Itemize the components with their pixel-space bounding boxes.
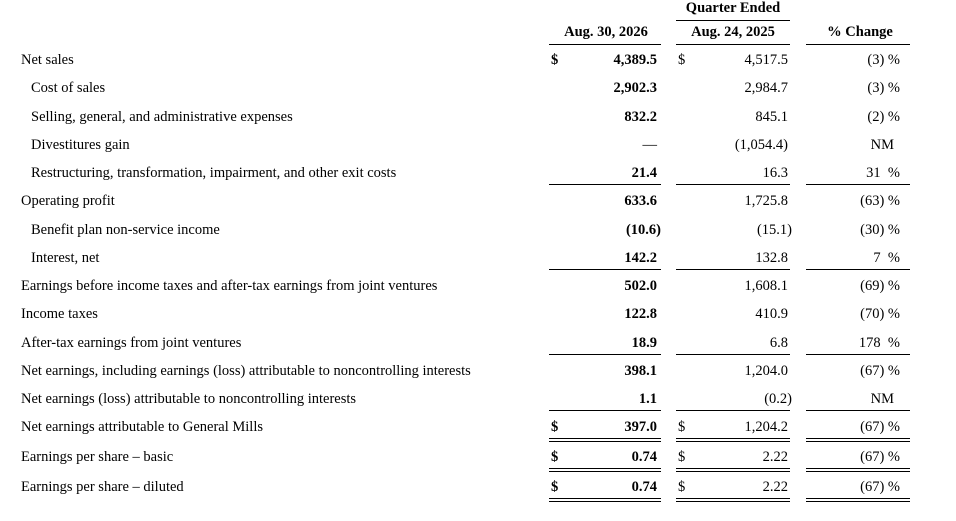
pct-change: (3) % [867, 80, 900, 96]
value-2025: (15.1) [756, 222, 792, 238]
pct-change: (63) % [860, 193, 900, 209]
total-double-rule-2 [676, 468, 790, 472]
value-2026: 0.74 [631, 479, 657, 495]
row-label: Net sales [21, 52, 74, 68]
value-2026: 18.9 [631, 335, 657, 351]
dollar-sign: $ [551, 479, 559, 495]
subtotal-rule-3 [806, 184, 910, 185]
value-2025: (1,054.4) [734, 137, 788, 153]
subtotal-rule-2 [676, 184, 790, 185]
pct-change: (69) % [860, 278, 900, 294]
row-label: Earnings per share – basic [21, 449, 174, 465]
total-double-rule-2 [676, 438, 790, 442]
total-double-rule-3 [806, 438, 910, 442]
subtotal-rule-2 [676, 269, 790, 270]
row-label: Earnings per share – diluted [21, 479, 184, 495]
value-2025: 1,608.1 [744, 278, 788, 294]
dollar-sign: $ [678, 479, 686, 495]
pct-change: (67) % [860, 449, 900, 465]
subtotal-rule-3 [806, 410, 910, 411]
value-2026: 4,389.5 [613, 52, 657, 68]
subtotal-rule-1 [549, 410, 661, 411]
total-double-rule-1 [549, 438, 661, 442]
value-2025: 16.3 [762, 165, 788, 181]
subtotal-rule-1 [549, 354, 661, 355]
dollar-sign: $ [678, 419, 686, 435]
value-2025: 410.9 [755, 306, 788, 322]
pct-change: (67) % [860, 363, 900, 379]
value-2025: 6.8 [769, 335, 788, 351]
value-2025: 2,984.7 [744, 80, 788, 96]
total-double-rule-2 [676, 498, 790, 502]
row-label: Operating profit [21, 193, 115, 209]
col-header-underline-1 [549, 44, 661, 45]
col-header-underline-2 [676, 44, 790, 45]
row-label: Net earnings (loss) attributable to noncontrolling interests [21, 391, 357, 407]
value-2026: 633.6 [624, 193, 657, 209]
row-label: Income taxes [21, 306, 98, 322]
value-2026: 832.2 [624, 109, 657, 125]
value-2026: — [642, 137, 657, 153]
value-2026: 1.1 [638, 391, 657, 407]
pct-change: NM [870, 137, 894, 153]
subtotal-rule-3 [806, 269, 910, 270]
pct-change: NM [870, 391, 894, 407]
value-2026: 397.0 [624, 419, 657, 435]
value-2025: 4,517.5 [744, 52, 788, 68]
quarter-ended-underline [676, 20, 790, 21]
col-header-underline-3 [806, 44, 910, 45]
pct-change: (2) % [867, 109, 900, 125]
subtotal-rule-2 [676, 410, 790, 411]
row-label: Benefit plan non-service income [31, 222, 220, 238]
value-2026: 2,902.3 [613, 80, 657, 96]
pct-change: (67) % [860, 419, 900, 435]
value-2026: (10.6) [625, 222, 661, 238]
value-2025: 1,725.8 [744, 193, 788, 209]
pct-change: 7 % [873, 250, 900, 266]
dollar-sign: $ [551, 449, 559, 465]
row-label: Net earnings attributable to General Mills [21, 419, 263, 435]
row-label: Earnings before income taxes and after-tax earnings from joint ventures [21, 278, 438, 294]
row-label: Cost of sales [31, 80, 106, 96]
row-label: Net earnings, including earnings (loss) attributable to noncontrolling interests [21, 363, 471, 379]
row-label: Interest, net [31, 250, 100, 266]
quarter-ended-header: Quarter Ended [685, 0, 781, 16]
col-header-2026: Aug. 30, 2026 [564, 24, 648, 40]
value-2026: 142.2 [624, 250, 657, 266]
pct-change: (30) % [860, 222, 900, 238]
value-2025: 2.22 [762, 479, 788, 495]
value-2025: (0.2) [764, 391, 792, 407]
value-2026: 0.74 [631, 449, 657, 465]
total-double-rule-3 [806, 468, 910, 472]
pct-change: 31 % [866, 165, 900, 181]
row-label: Restructuring, transformation, impairment, and other exit costs [31, 165, 397, 181]
pct-change: (70) % [860, 306, 900, 322]
row-label: After-tax earnings from joint ventures [21, 335, 242, 351]
total-double-rule-1 [549, 468, 661, 472]
value-2026: 122.8 [624, 306, 657, 322]
subtotal-rule-2 [676, 354, 790, 355]
col-header-pct-change: % Change [827, 24, 893, 40]
subtotal-rule-3 [806, 354, 910, 355]
dollar-sign: $ [551, 419, 559, 435]
value-2025: 132.8 [755, 250, 788, 266]
col-header-2025: Aug. 24, 2025 [691, 24, 775, 40]
value-2025: 1,204.0 [744, 363, 788, 379]
total-double-rule-1 [549, 498, 661, 502]
value-2026: 502.0 [624, 278, 657, 294]
total-double-rule-3 [806, 498, 910, 502]
subtotal-rule-1 [549, 269, 661, 270]
row-label: Selling, general, and administrative expenses [31, 109, 293, 125]
row-label: Divestitures gain [31, 137, 130, 153]
value-2026: 21.4 [631, 165, 657, 181]
pct-change: (3) % [867, 52, 900, 68]
pct-change: (67) % [860, 479, 900, 495]
subtotal-rule-1 [549, 184, 661, 185]
value-2026: 398.1 [624, 363, 657, 379]
dollar-sign: $ [551, 52, 559, 68]
value-2025: 2.22 [762, 449, 788, 465]
dollar-sign: $ [678, 449, 686, 465]
value-2025: 1,204.2 [744, 419, 788, 435]
value-2025: 845.1 [755, 109, 788, 125]
pct-change: 178 % [858, 335, 900, 351]
dollar-sign: $ [678, 52, 686, 68]
